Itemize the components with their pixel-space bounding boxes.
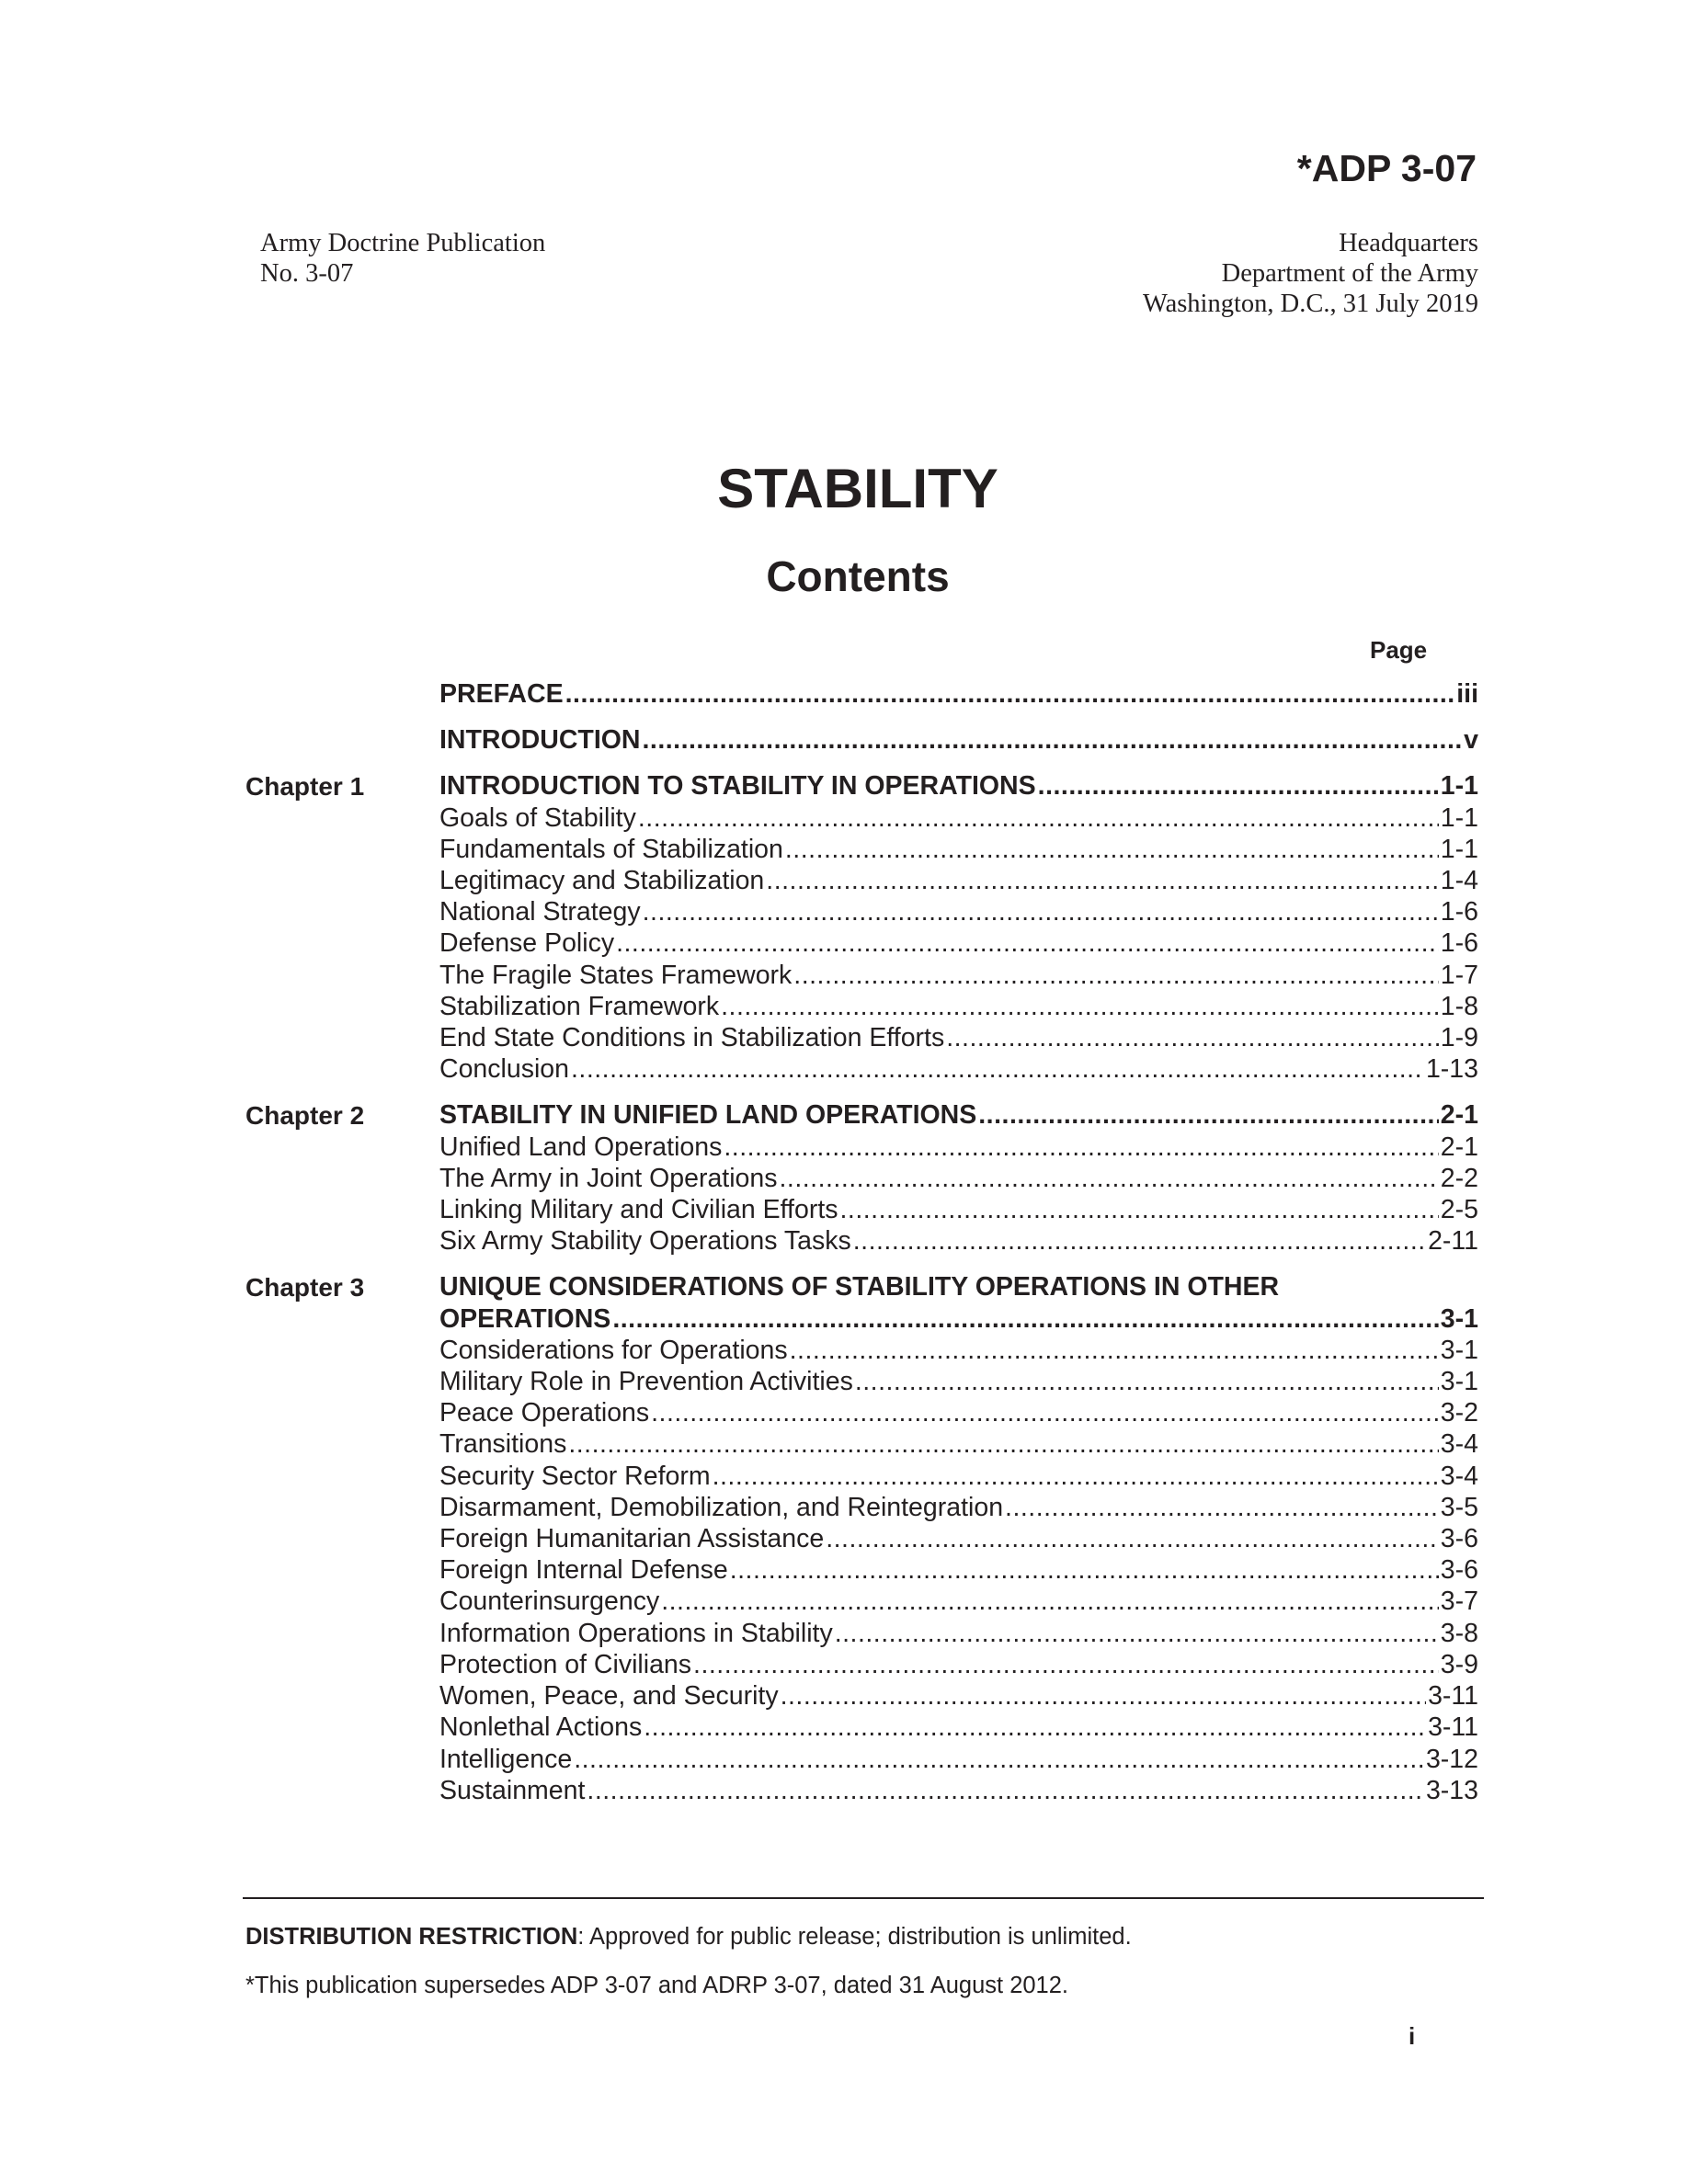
toc-entry[interactable] <box>439 960 1478 991</box>
toc-entry-title: Disarmament, Demobilization, and Reintegration <box>439 1492 1004 1522</box>
chapter-3-block <box>245 1271 1478 1805</box>
toc-entry[interactable] <box>439 1618 1478 1649</box>
supersedes-note: *This publication supersedes ADP 3-07 and ADRP 3-07, dated 31 August 2012. <box>245 1973 1069 1998</box>
toc-entry[interactable] <box>439 1397 1478 1428</box>
toc-entry-page: 3-8 <box>1440 1618 1478 1648</box>
toc-entry[interactable] <box>439 1225 1478 1257</box>
toc-entry-page: 3-1 <box>1440 1367 1478 1397</box>
toc-entry-preface[interactable] <box>439 678 1478 710</box>
toc-entry-page: 3-5 <box>1440 1492 1478 1522</box>
publication-name: Army Doctrine Publication <box>260 229 546 257</box>
toc-entry-title: Defense Policy <box>439 928 615 959</box>
dot-leader <box>790 1335 1439 1366</box>
dot-leader <box>855 1366 1439 1397</box>
dot-leader <box>587 1775 1424 1806</box>
toc-entry-page: 1-13 <box>1425 1054 1478 1085</box>
toc-entry-title: Sustainment <box>439 1775 586 1805</box>
toc-entry-title: The Fragile States Framework <box>439 960 793 990</box>
dot-leader <box>713 1461 1439 1492</box>
toc-entry-title: Unified Land Operations <box>439 1132 723 1162</box>
toc-entry[interactable] <box>439 1712 1478 1743</box>
toc-entry-chapter-title[interactable] <box>439 1303 1478 1335</box>
toc-entry-title: Fundamentals of Stabilization <box>439 834 783 864</box>
dot-leader <box>839 1194 1438 1225</box>
toc-entry-title: End State Conditions in Stabilization Efforts <box>439 1023 945 1053</box>
toc-entry-page: iii <box>1456 679 1478 709</box>
dot-leader <box>766 865 1439 896</box>
toc-entry-page: 2-1 <box>1440 1100 1478 1131</box>
toc-entry[interactable] <box>439 1649 1478 1680</box>
toc-entry[interactable] <box>439 1022 1478 1053</box>
toc-entry-page: 3-9 <box>1440 1649 1478 1679</box>
dot-leader <box>571 1053 1424 1085</box>
toc-entry-title: Information Operations in Stability <box>439 1618 833 1648</box>
toc-entry-title: Six Army Stability Operations Tasks <box>439 1226 851 1257</box>
toc-entry-introduction[interactable] <box>439 724 1478 756</box>
chapter-1-block <box>245 770 1478 1085</box>
page-number: i <box>1409 2022 1416 2050</box>
toc-entry-page: 3-11 <box>1428 1712 1478 1743</box>
toc-entry-title: Intelligence <box>439 1744 573 1774</box>
toc-entry-page: 1-1 <box>1440 834 1478 864</box>
toc-entry-title: Considerations for Operations <box>439 1335 788 1365</box>
toc-entry[interactable] <box>439 1053 1478 1085</box>
toc-entry[interactable] <box>439 1428 1478 1460</box>
dot-leader <box>946 1022 1439 1053</box>
dot-leader <box>565 678 1455 710</box>
toc-entry-title: Women, Peace, and Security <box>439 1681 779 1712</box>
toc-entry-page: 2-11 <box>1428 1226 1478 1257</box>
toc-entry-page: 3-4 <box>1440 1461 1478 1491</box>
dot-leader <box>1038 770 1439 802</box>
toc-entry[interactable] <box>439 865 1478 896</box>
toc-entry[interactable] <box>439 991 1478 1022</box>
toc-entry-page: 3-7 <box>1440 1587 1478 1617</box>
location-date-line: Washington, D.C., 31 July 2019 <box>1142 290 1478 318</box>
distribution-restriction <box>245 1923 1132 1951</box>
dot-leader <box>853 1225 1426 1257</box>
toc-entry-page: 1-7 <box>1440 960 1478 990</box>
toc-entry-page: 1-9 <box>1440 1023 1478 1053</box>
dot-leader <box>835 1618 1439 1649</box>
toc-entry-page: 3-1 <box>1440 1303 1478 1334</box>
toc-entry-page: 3-12 <box>1425 1744 1478 1774</box>
dot-leader <box>724 1132 1438 1163</box>
toc-entry-title: Foreign Humanitarian Assistance <box>439 1524 825 1554</box>
toc-entry-chapter-title[interactable] <box>439 1099 1478 1131</box>
toc-entry-title: Security Sector Reform <box>439 1461 711 1491</box>
toc-entry-title: Legitimacy and Stabilization <box>439 866 765 896</box>
toc-entry-page: 2-1 <box>1440 1132 1478 1162</box>
toc-entry-title: Linking Military and Civilian Efforts <box>439 1195 838 1225</box>
toc-introduction-block <box>245 724 1478 756</box>
dot-leader <box>781 1680 1426 1712</box>
toc-entry[interactable] <box>439 1680 1478 1712</box>
toc-entry-page: 1-4 <box>1440 866 1478 896</box>
headquarters-block <box>1143 228 1478 319</box>
toc-entry-title: Protection of Civilians <box>439 1649 692 1679</box>
toc-entry[interactable] <box>439 834 1478 865</box>
toc-entry-title: Transitions <box>439 1429 567 1460</box>
dot-leader <box>730 1554 1439 1586</box>
dot-leader <box>785 834 1439 865</box>
toc-entry-title: INTRODUCTION <box>439 725 641 756</box>
dot-leader <box>616 927 1439 959</box>
toc-entry[interactable] <box>439 802 1478 834</box>
page-column-label: Page <box>1370 636 1428 664</box>
toc-entry-page: 1-8 <box>1440 991 1478 1021</box>
toc-entry-title: National Strategy <box>439 897 641 927</box>
toc-entry-title: Peace Operations <box>439 1398 650 1428</box>
dot-leader <box>1005 1492 1439 1523</box>
dot-leader <box>638 802 1439 834</box>
dot-leader <box>644 1712 1426 1743</box>
dot-leader <box>978 1099 1439 1131</box>
distribution-restriction-text: : Approved for public release; distribution is unlimited. <box>577 1924 1132 1950</box>
toc-entry-page: 1-1 <box>1440 802 1478 833</box>
toc-entry-title: OPERATIONS <box>439 1303 611 1334</box>
dot-leader <box>643 896 1439 927</box>
toc-entry-page: 3-11 <box>1428 1681 1478 1712</box>
dot-leader <box>661 1586 1439 1617</box>
toc-entry[interactable] <box>439 1163 1478 1194</box>
toc-entry[interactable] <box>439 1461 1478 1492</box>
toc-entry-chapter-title-line1[interactable]: UNIQUE CONSIDERATIONS OF STABILITY OPERATIONS IN OTHER <box>439 1272 1280 1302</box>
toc-entry-title: Stabilization Framework <box>439 991 720 1021</box>
toc-entry-page: 3-4 <box>1440 1429 1478 1460</box>
dot-leader <box>793 960 1439 991</box>
dot-leader <box>826 1523 1439 1554</box>
toc-entry-page: 3-1 <box>1440 1335 1478 1365</box>
chapter-label: Chapter 2 <box>245 1101 365 1131</box>
toc-entry-title: Military Role in Prevention Activities <box>439 1367 853 1397</box>
toc-entry[interactable] <box>439 1132 1478 1163</box>
toc-entry[interactable] <box>439 927 1478 959</box>
toc-entry-title: Nonlethal Actions <box>439 1712 643 1743</box>
toc-entry-title: STABILITY IN UNIFIED LAND OPERATIONS <box>439 1100 977 1131</box>
toc-entry[interactable] <box>439 1744 1478 1775</box>
dot-leader <box>651 1397 1439 1428</box>
toc-entry-page: 3-6 <box>1440 1555 1478 1586</box>
toc-entry[interactable] <box>439 1523 1478 1554</box>
table-of-contents <box>245 678 1478 1821</box>
footer-divider <box>243 1897 1484 1899</box>
toc-entry[interactable] <box>439 896 1478 927</box>
distribution-restriction-label: DISTRIBUTION RESTRICTION <box>245 1924 578 1950</box>
headquarters-line: Headquarters <box>1339 229 1478 257</box>
contents-heading: Contents <box>766 552 950 600</box>
chapter-2-block <box>245 1099 1478 1257</box>
publication-number: No. 3-07 <box>260 259 354 288</box>
toc-entry-title: Counterinsurgency <box>439 1587 660 1617</box>
toc-entry-page: 2-5 <box>1440 1195 1478 1225</box>
toc-entry-page: 3-6 <box>1440 1524 1478 1554</box>
chapter-label: Chapter 1 <box>245 772 365 802</box>
toc-entry[interactable] <box>439 1366 1478 1397</box>
toc-entry[interactable] <box>439 1586 1478 1617</box>
publication-block <box>260 228 545 289</box>
dot-leader <box>568 1428 1438 1460</box>
toc-entry-title: Conclusion <box>439 1054 569 1085</box>
toc-entry-title: The Army in Joint Operations <box>439 1163 778 1193</box>
dot-leader <box>780 1163 1439 1194</box>
toc-entry-page: 1-6 <box>1440 928 1478 959</box>
toc-entry-page: 1-6 <box>1440 897 1478 927</box>
dot-leader <box>642 724 1462 756</box>
chapter-label: Chapter 3 <box>245 1273 365 1302</box>
toc-entry-page: 1-1 <box>1440 771 1478 802</box>
dot-leader <box>612 1303 1438 1335</box>
toc-entry-page: 3-13 <box>1425 1775 1478 1805</box>
toc-entry-title: PREFACE <box>439 679 564 709</box>
dot-leader <box>693 1649 1439 1680</box>
dot-leader <box>574 1744 1424 1775</box>
toc-entry[interactable] <box>439 1775 1478 1806</box>
department-line: Department of the Army <box>1221 259 1478 288</box>
toc-entry-title: Goals of Stability <box>439 802 636 833</box>
toc-entry[interactable] <box>439 1335 1478 1366</box>
document-title: STABILITY <box>717 458 998 519</box>
toc-entry-page: v <box>1464 725 1478 756</box>
toc-entry[interactable] <box>439 1554 1478 1586</box>
toc-entry-title: INTRODUCTION TO STABILITY IN OPERATIONS <box>439 771 1036 802</box>
document-number: *ADP 3-07 <box>1296 147 1477 189</box>
toc-entry-chapter-title[interactable] <box>439 770 1478 802</box>
toc-entry[interactable] <box>439 1492 1478 1523</box>
toc-entry-page: 3-2 <box>1440 1398 1478 1428</box>
dot-leader <box>721 991 1439 1022</box>
toc-entry[interactable] <box>439 1194 1478 1225</box>
toc-entry-title: Foreign Internal Defense <box>439 1555 728 1586</box>
toc-preface-block <box>245 678 1478 710</box>
toc-entry-page: 2-2 <box>1440 1163 1478 1193</box>
